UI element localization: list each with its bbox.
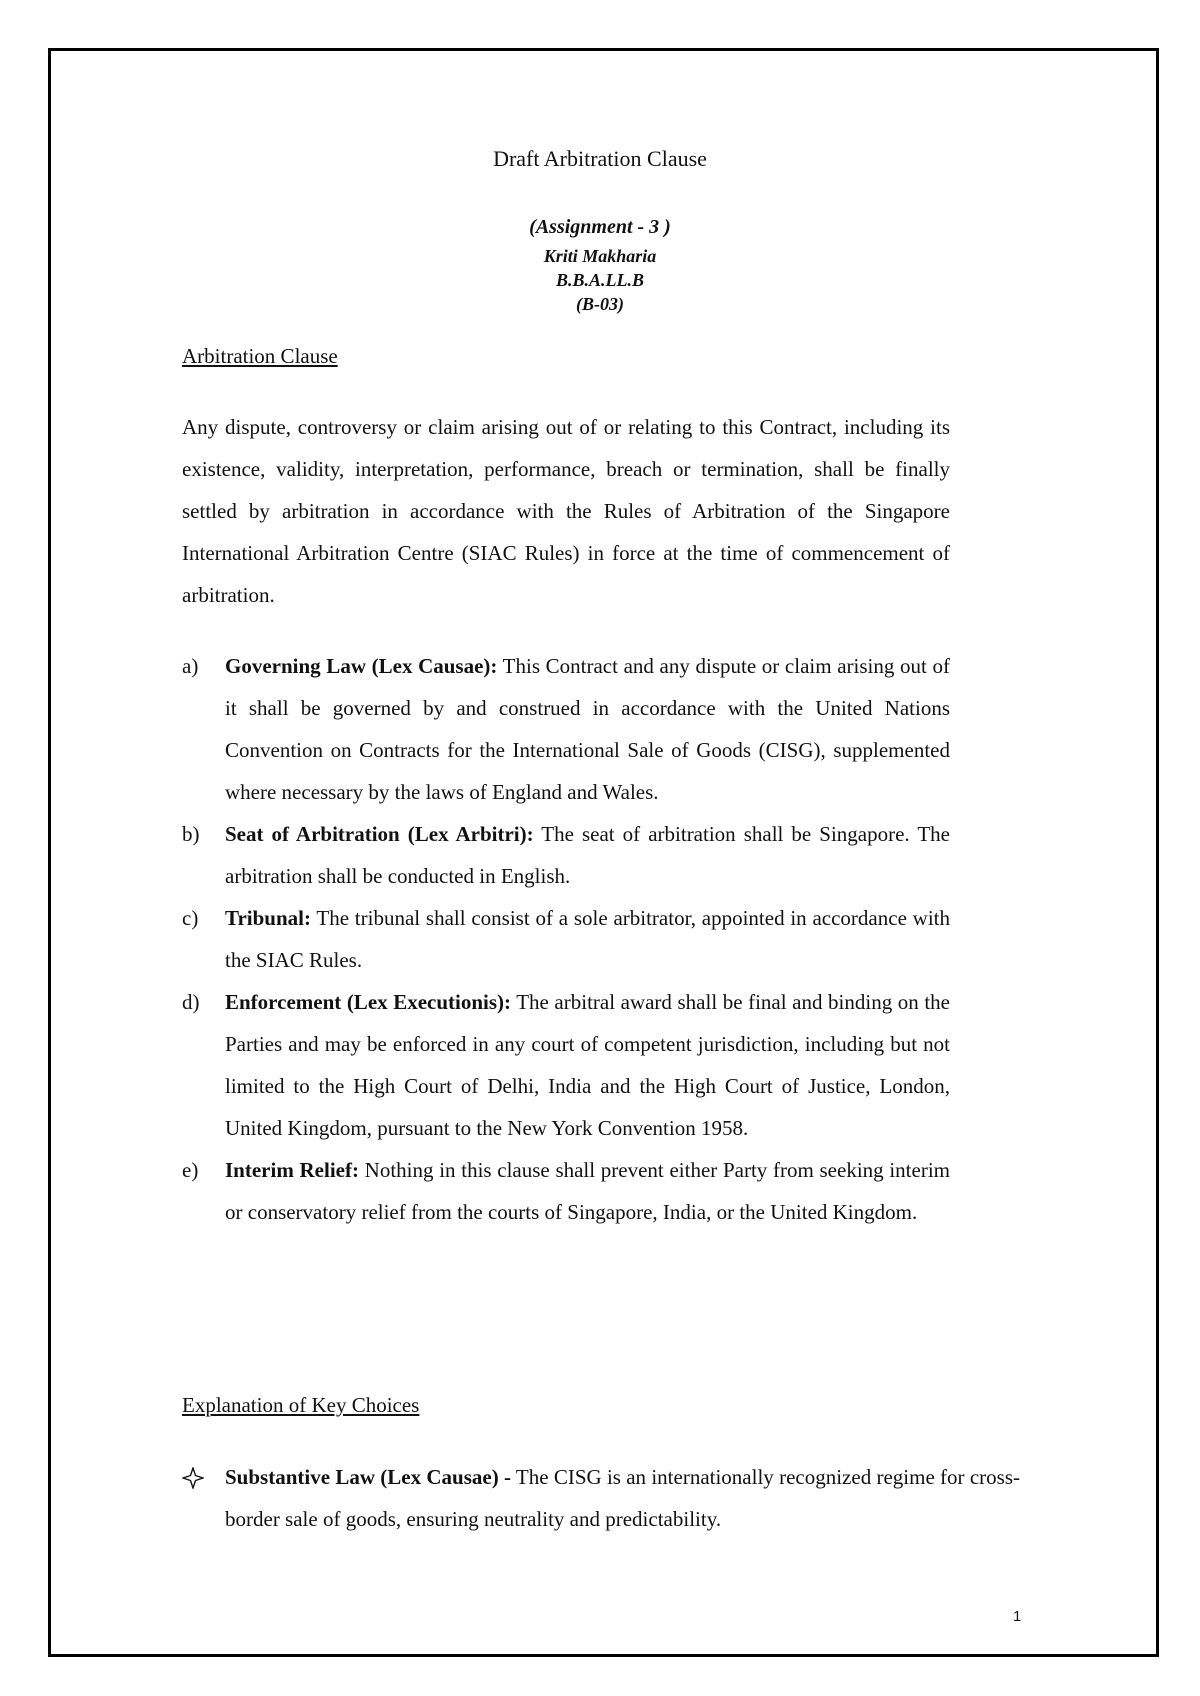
clause-marker: e) bbox=[182, 1158, 199, 1182]
explanation-item bbox=[182, 1456, 1020, 1540]
clause-text: The seat of arbitration shall be Singapore. The arbitration shall be conducted in English. bbox=[225, 822, 950, 888]
clause-term: Tribunal: bbox=[225, 906, 311, 930]
clause-item bbox=[182, 813, 950, 897]
clause-term: Seat of Arbitration (Lex Arbitri): bbox=[225, 822, 534, 846]
author-course: B.B.A.LL.B bbox=[555, 270, 644, 290]
four-point-star-outline-icon bbox=[182, 1456, 204, 1489]
clause-text: The arbitral award shall be final and binding on the Parties and may be enforced in any court of competent jurisdiction, including but not limited to the High Court of Delhi, India and the High Court of Justice, London, United Kingdom, pursuant to the New York Convention 1958. bbox=[225, 990, 950, 1140]
clause-text: The tribunal shall consist of a sole arbitrator, appointed in accordance with the SIAC Rules. bbox=[225, 906, 950, 972]
section-heading-explanation: Explanation of Key Choices bbox=[182, 1393, 420, 1417]
clause-text: This Contract and any dispute or claim arising out of it shall be governed by and construed in accordance with the United Nations Convention on Contracts for the International Sale of Goods (CISG), supplemented where necessary by the laws of England and Wales. bbox=[225, 654, 950, 804]
clause-item bbox=[182, 981, 950, 1149]
clause-term: Governing Law (Lex Causae): bbox=[225, 654, 498, 678]
explanation-term: Substantive Law (Lex Causae) - bbox=[225, 1465, 511, 1489]
clause-text: Nothing in this clause shall prevent either Party from seeking interim or conservatory relief from the courts of Singapore, India, or the United Kingdom. bbox=[225, 1158, 950, 1224]
clause-item bbox=[182, 1149, 950, 1233]
explanation-text: The CISG is an internationally recognized regime for cross-border sale of goods, ensuring neutrality and predictability. bbox=[225, 1465, 1020, 1531]
clause-marker: b) bbox=[182, 822, 200, 846]
explanation-list bbox=[182, 1456, 1020, 1540]
main-clause-paragraph: Any dispute, controversy or claim arising out of or relating to this Contract, including its existence, validity, interpretation, performance, breach or termination, shall be finally settled by arbitration in accordance with the Rules of Arbitration of the Singapore International Arbitration Centre (SIAC Rules) in force at the time of commencement of arbitration. bbox=[182, 415, 950, 607]
clause-term: Interim Relief: bbox=[225, 1158, 359, 1182]
section-heading-arbitration-clause: Arbitration Clause bbox=[182, 344, 338, 368]
page-number: 1 bbox=[1013, 1608, 1022, 1625]
clause-item bbox=[182, 897, 950, 981]
clause-term: Enforcement (Lex Executionis): bbox=[225, 990, 512, 1014]
assignment-label: (Assignment - 3 ) bbox=[529, 216, 671, 238]
clause-list bbox=[182, 645, 950, 1233]
author-roll: (B-03) bbox=[576, 294, 624, 314]
author-name: Kriti Makharia bbox=[543, 246, 657, 266]
clause-marker: a) bbox=[182, 654, 199, 678]
document-title: Draft Arbitration Clause bbox=[493, 146, 707, 171]
clause-marker: d) bbox=[182, 990, 200, 1014]
clause-marker: c) bbox=[182, 906, 199, 930]
author-block bbox=[0, 244, 1200, 316]
clause-item bbox=[182, 645, 950, 813]
